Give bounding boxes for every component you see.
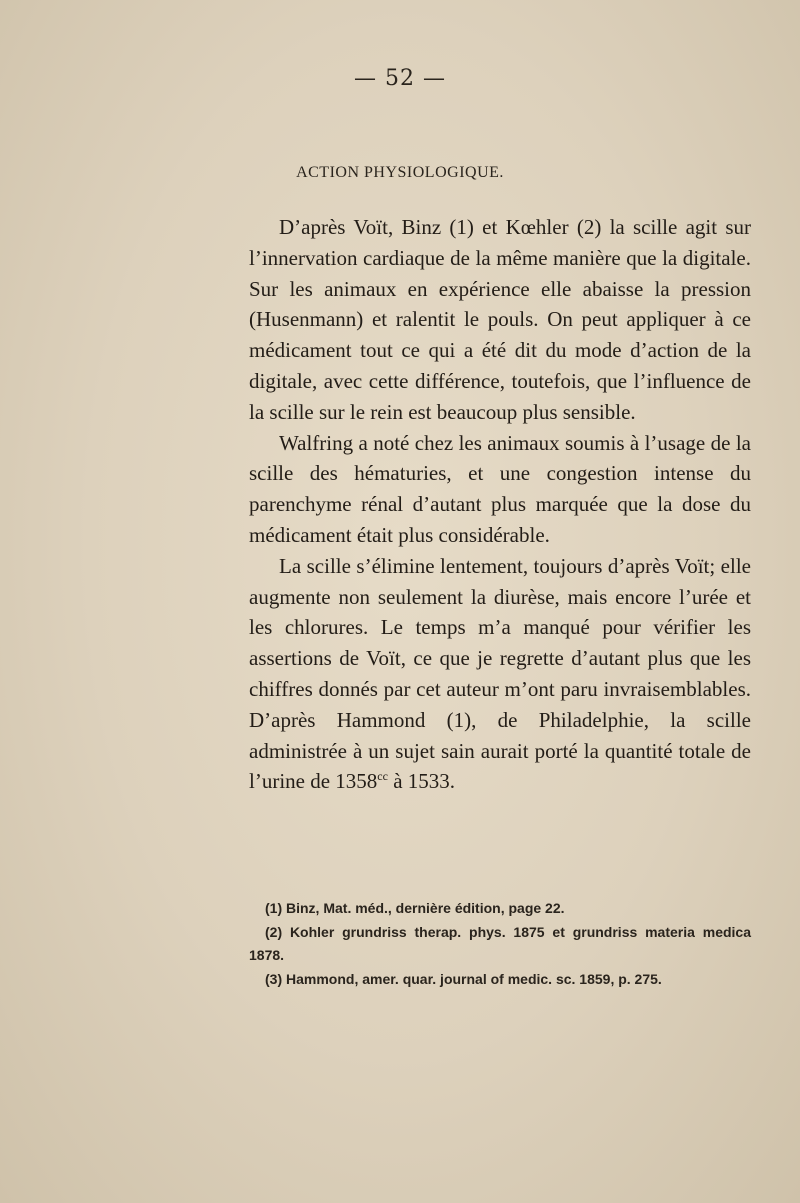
paragraph-text: La scille s’élimine lentement, toujours d’après Voït; elle augmente non seulement la diurèse, mais encore l’urée et les chlorures. Le temps m’a manqué pour vérifier les assertions de Voït, ce que je regrette d’autant plus que les chiffres donnés par cet auteur m’ont paru invraisemblables. D’après Hammond (1), de Philadelphie, la scille administrée à un sujet sain aurait porté la quantité totale de l’urine de 1358: [249, 553, 751, 794]
footnote: (1) Binz, Mat. méd., dernière édition, page 22.: [265, 900, 565, 916]
footnote: (2) Kohler grundriss therap. phys. 1875 et grundriss materia medica 1878.: [249, 923, 751, 963]
body-text: [249, 212, 751, 797]
footnote: (3) Hammond, amer. quar. journal of medic. sc. 1859, p. 275.: [265, 970, 662, 987]
paragraph: D’après Voït, Binz (1) et Kœhler (2) la scille agit sur l’innervation cardiaque de la même manière que la digitale. Sur les animaux en expérience elle abaisse la pression (Husenmann) et ralentit le pouls. On peut appliquer à ce médicament tout ce qui a été dit du mode d’action de la digitale, avec cette différence, toutefois, que l’influence de la scille sur le rein est beaucoup plus sensible.: [249, 215, 751, 424]
section-heading: ACTION PHYSIOLOGIQUE.: [296, 164, 504, 181]
paragraph: Walfring a noté chez les animaux soumis à l’usage de la scille des hématuries, et une congestion intense du parenchyme rénal d’autant plus marquée que la dose du médicament était plus considérable.: [249, 430, 751, 547]
footnotes: [249, 897, 751, 991]
unit-superscript: cc: [377, 769, 388, 784]
page-number: — 52 —: [354, 66, 446, 91]
paragraph: [249, 551, 751, 797]
paragraph-end: à 1533.: [393, 769, 456, 794]
